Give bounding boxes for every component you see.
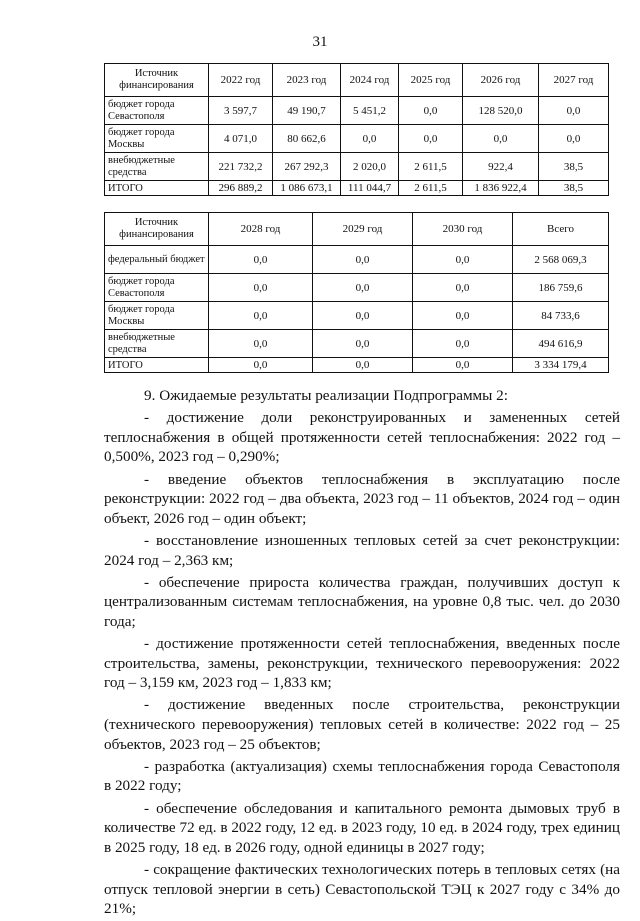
table-cell: 2 568 069,3 <box>513 246 609 274</box>
column-header: 2023 год <box>273 64 341 97</box>
column-header: Источник финансирования <box>105 213 209 246</box>
column-header: 2024 год <box>341 64 399 97</box>
row-label: федеральный бюджет <box>105 246 209 274</box>
row-label: бюджет города Севастополя <box>105 274 209 302</box>
table-cell: 80 662,6 <box>273 125 341 153</box>
list-item: - восстановление изношенных тепловых сетей за счет реконструкции: 2024 год – 2,363 км; <box>104 531 620 569</box>
table-cell: 0,0 <box>341 125 399 153</box>
list-item: - сокращение фактических технологических потерь в тепловых сетях (на отпуск тепловой энергии в сеть) Севастопольской ТЭЦ к 2027 году с 34% до 21%; <box>104 861 620 918</box>
column-header: 2027 год <box>539 64 609 97</box>
financing-table-2022-2027 <box>104 63 609 196</box>
list-item: - достижение протяженности сетей теплоснабжения, введенных после строительства, замены, реконструкции, технического перевооружения: 2022 год – 3,159 км, 2023 год – 1,833 км; <box>104 635 620 692</box>
list-item: - достижение доли реконструированных и замененных сетей теплоснабжения в общей протяженности сетей теплоснабжения: 2022 год – 0,500%, 2023 год – 0,290%; <box>104 409 620 466</box>
table-cell: 0,0 <box>413 246 513 274</box>
list-item: - введение объектов теплоснабжения в эксплуатацию после реконструкции: 2022 год – два объекта, 2023 год – 11 объектов, 2024 год – один объект, 2026 год – один объект; <box>104 470 620 527</box>
table-cell: 922,4 <box>463 153 539 181</box>
column-header: 2028 год <box>209 213 313 246</box>
table-header-row <box>105 64 609 97</box>
table-cell: 267 292,3 <box>273 153 341 181</box>
table-cell: 0,0 <box>313 358 413 373</box>
table-cell: 0,0 <box>463 125 539 153</box>
table-cell: 296 889,2 <box>209 181 273 196</box>
table-cell: 38,5 <box>539 153 609 181</box>
table-cell: 84 733,6 <box>513 302 609 330</box>
column-header: Всего <box>513 213 609 246</box>
column-header: Источник финансирования <box>105 64 209 97</box>
table-cell: 5 451,2 <box>341 97 399 125</box>
table-cell: 0,0 <box>209 358 313 373</box>
table-cell: 0,0 <box>209 302 313 330</box>
row-label: ИТОГО <box>105 358 209 373</box>
table-cell: 111 044,7 <box>341 181 399 196</box>
table-cell: 0,0 <box>413 330 513 358</box>
table-cell: 0,0 <box>413 274 513 302</box>
table-header-row <box>105 213 609 246</box>
table-row <box>105 153 609 181</box>
table-cell: 3 597,7 <box>209 97 273 125</box>
table-row <box>105 274 609 302</box>
table-cell: 4 071,0 <box>209 125 273 153</box>
table-cell: 0,0 <box>399 97 463 125</box>
table-cell: 494 616,9 <box>513 330 609 358</box>
expected-results-section <box>104 386 620 921</box>
list-item: - достижение введенных после строительства, реконструкции (технического перевооружения) тепловых сетей в количестве: 2022 год – 25 объектов, 2023 год – 25 объектов; <box>104 696 620 753</box>
table-cell: 2 611,5 <box>399 181 463 196</box>
row-label: внебюджетные средства <box>105 330 209 358</box>
table-cell: 49 190,7 <box>273 97 341 125</box>
page-number: 31 <box>312 34 328 50</box>
table-cell: 0,0 <box>399 125 463 153</box>
table-cell: 0,0 <box>539 97 609 125</box>
table-cell: 128 520,0 <box>463 97 539 125</box>
table-row <box>105 330 609 358</box>
table-cell: 186 759,6 <box>513 274 609 302</box>
table-cell: 0,0 <box>313 330 413 358</box>
section-heading: 9. Ожидаемые результаты реализации Подпрограммы 2: <box>144 387 508 404</box>
table-cell: 0,0 <box>209 274 313 302</box>
column-header: 2025 год <box>399 64 463 97</box>
table-row <box>105 246 609 274</box>
table-cell: 0,0 <box>313 246 413 274</box>
table-cell: 1 836 922,4 <box>463 181 539 196</box>
table-cell: 0,0 <box>313 274 413 302</box>
table-cell: 0,0 <box>209 330 313 358</box>
table-cell: 0,0 <box>413 302 513 330</box>
row-label: внебюджетные средства <box>105 153 209 181</box>
column-header: 2029 год <box>313 213 413 246</box>
table-cell: 0,0 <box>413 358 513 373</box>
column-header: 2026 год <box>463 64 539 97</box>
list-item: - обеспечение обследования и капитального ремонта дымовых труб в количестве 72 ед. в 2022 году, 12 ед. в 2023 году, 10 ед. в 2024 году, трех единиц в 2025 году, 18 ед. в 2026 году, одной единицы в 2027 году; <box>104 799 620 856</box>
table-row <box>105 302 609 330</box>
table-cell: 0,0 <box>539 125 609 153</box>
row-label: ИТОГО <box>105 181 209 196</box>
table-cell: 2 020,0 <box>341 153 399 181</box>
financing-table-2028-2030 <box>104 212 609 373</box>
table-cell: 3 334 179,4 <box>513 358 609 373</box>
list-item: - обеспечение прироста количества граждан, получивших доступ к централизованным системам теплоснабжения, на уровне 0,8 тыс. чел. до 2030 года; <box>104 573 620 630</box>
column-header: 2030 год <box>413 213 513 246</box>
table-row <box>105 97 609 125</box>
table-cell: 0,0 <box>209 246 313 274</box>
table-row-total <box>105 358 609 373</box>
row-label: бюджет города Москвы <box>105 302 209 330</box>
table-cell: 1 086 673,1 <box>273 181 341 196</box>
row-label: бюджет города Москвы <box>105 125 209 153</box>
table-row-total <box>105 181 609 196</box>
table-row <box>105 125 609 153</box>
table-cell: 0,0 <box>313 302 413 330</box>
row-label: бюджет города Севастополя <box>105 97 209 125</box>
table-cell: 38,5 <box>539 181 609 196</box>
list-item: - разработка (актуализация) схемы теплоснабжения города Севастополя в 2022 году; <box>104 757 620 795</box>
column-header: 2022 год <box>209 64 273 97</box>
table-cell: 221 732,2 <box>209 153 273 181</box>
table-cell: 2 611,5 <box>399 153 463 181</box>
